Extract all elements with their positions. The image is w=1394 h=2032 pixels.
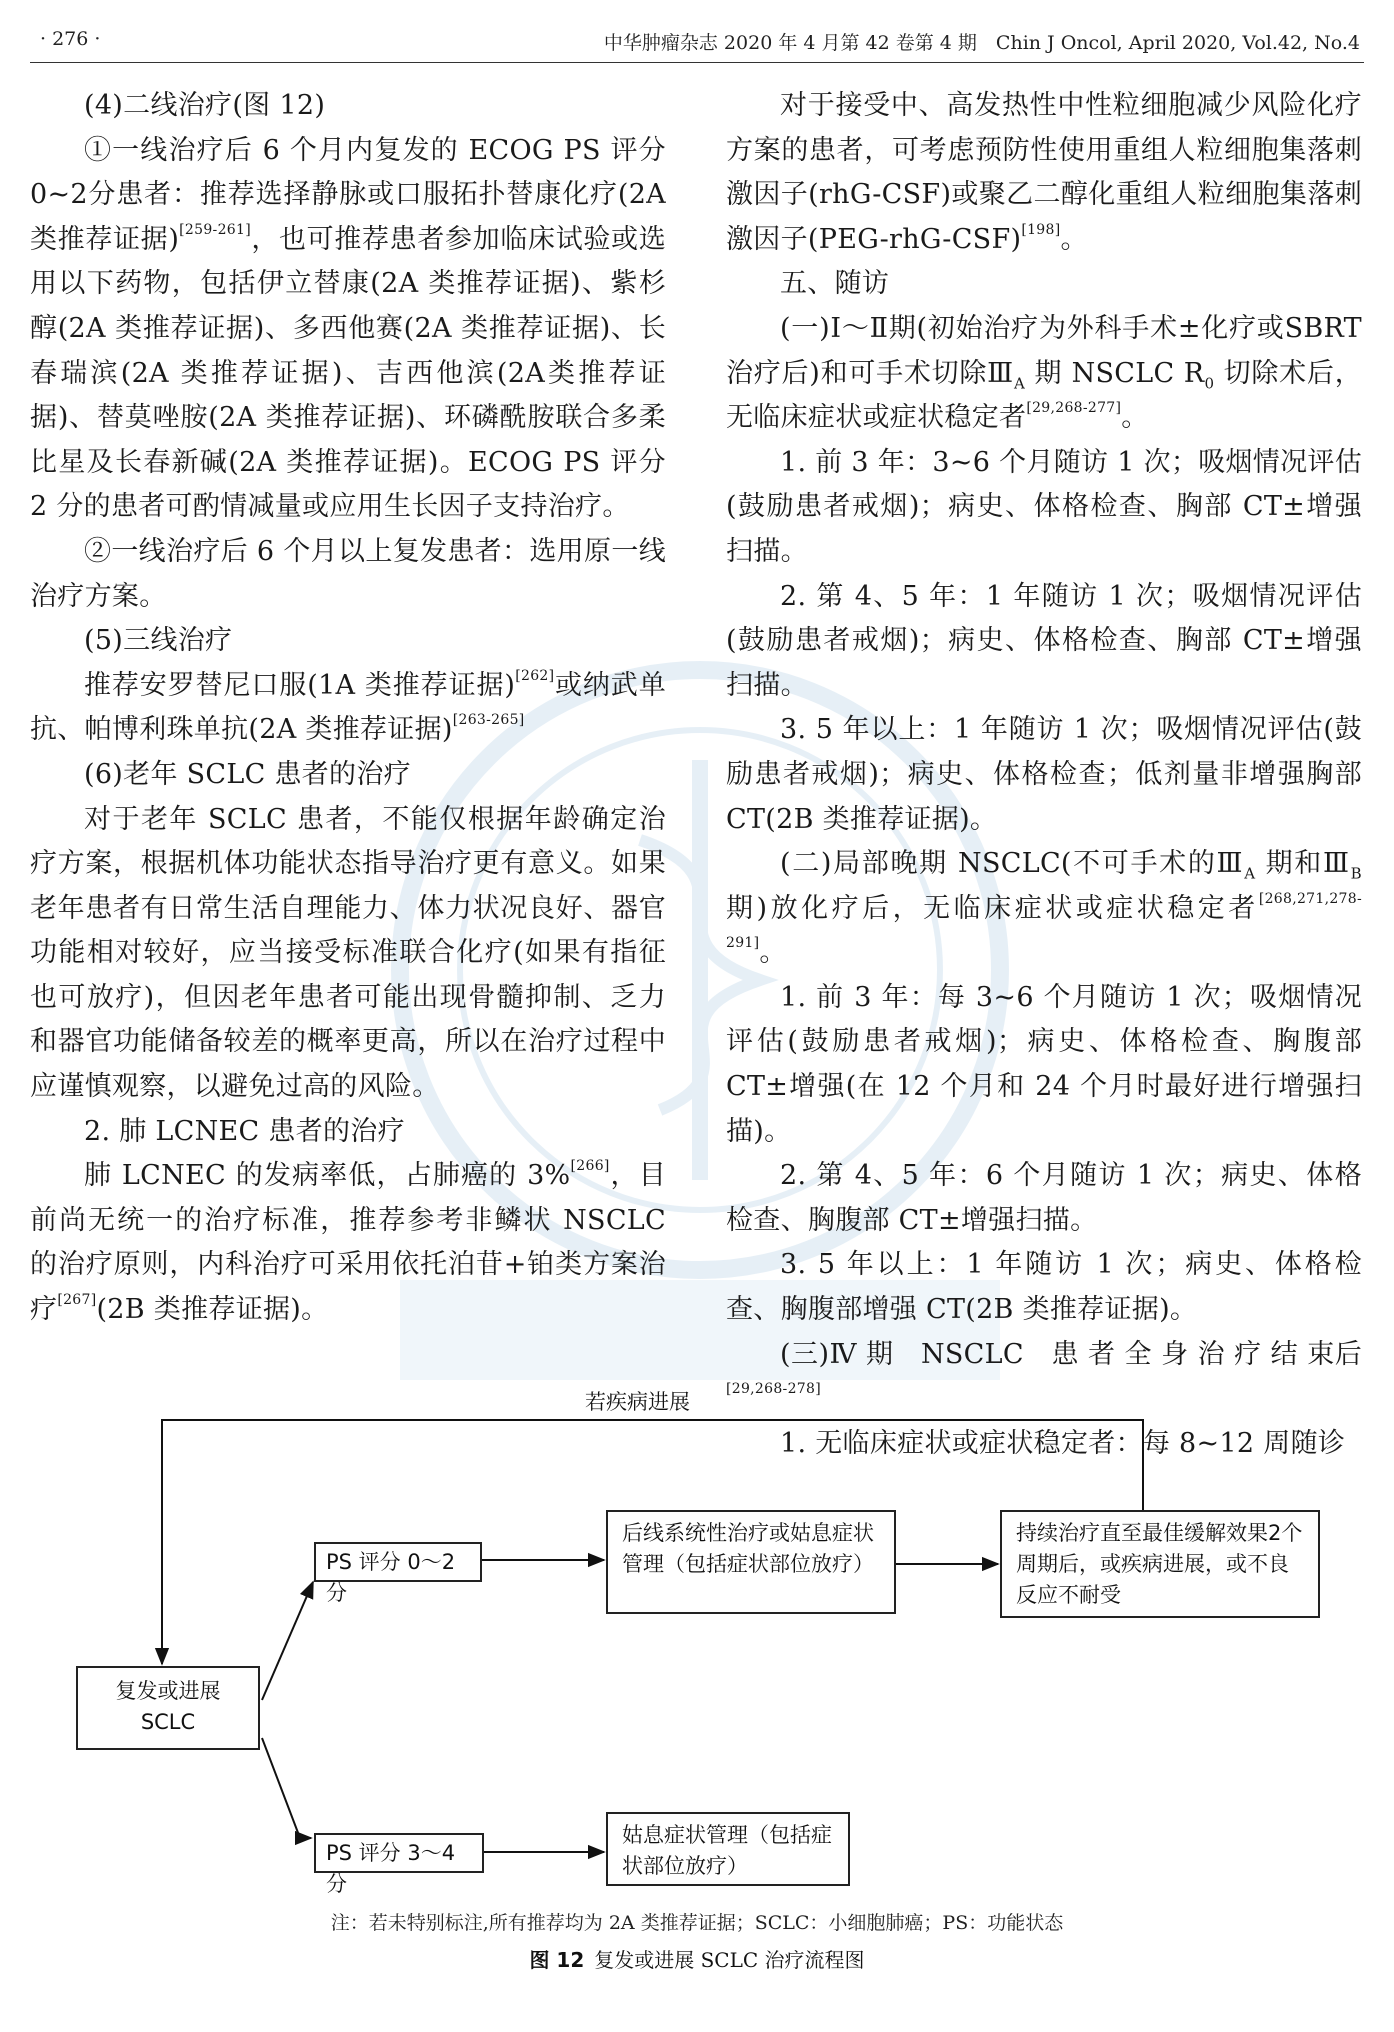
citation: [266] <box>570 1158 610 1175</box>
journal-citation: 中华肿瘤杂志 2020 年 4 月第 42 卷第 4 期 Chin J Oncol, April 2020, Vol.42, No.4 <box>603 32 1360 54</box>
heading-third-line: (5)三线治疗 <box>84 625 233 657</box>
ps-high-node: PS 评分 3～4分 <box>314 1833 484 1873</box>
figure-note: 注：若未特别标注,所有推荐均为 2A 类推荐证据；SCLC：小细胞肺癌；PS：功能状态 <box>330 1912 1064 1934</box>
continue-node: 持续治疗直至最佳缓解效果2个周期后，或疾病进展，或不良反应不耐受 <box>1000 1510 1320 1618</box>
heading-follow-up: 五、随访 <box>780 268 890 300</box>
heading-locally-advanced: (二)局部晚期 NSCLC(不可手术的$Ⅲ_A$ 期和$Ⅲ_B$ 期)放化疗后，无临床症状或症状稳定者[268,271,278-291]。 <box>726 848 1362 969</box>
citation: [29,268-278] <box>726 1381 821 1398</box>
item-la-years-4-5: 2. 第 4、5 年：6 个月随访 1 次；病史、体格检查、胸腹部 CT±增强扫描。 <box>726 1160 1362 1236</box>
figure-caption <box>0 1944 1394 1973</box>
citation: [267] <box>57 1292 97 1309</box>
heading-lcnec: 2. 肺 LCNEC 患者的治疗 <box>84 1115 405 1147</box>
heading-stage-iv: (三)Ⅳ 期 NSCLC 患 者 全 身 治 疗 结 束后[29,268-278] <box>726 1338 1362 1398</box>
citation: [268,271,278-291] <box>726 890 1362 952</box>
item-la-after-5-years: 3. 5 年以上：1 年随访 1 次；病史、体格检查、胸腹部增强 CT(2B 类推荐证据)。 <box>726 1249 1362 1326</box>
item-stage-iv-stable: 1. 无临床症状或症状稳定者：每 8~12 周随诊 <box>780 1427 1346 1459</box>
ps-low-node: PS 评分 0～2分 <box>314 1542 482 1582</box>
figure-label: 图 12 <box>529 1948 585 1972</box>
citation: [29,268-277] <box>1026 400 1122 417</box>
paragraph-second-line-after-6m: ②一线治疗后 6 个月以上复发患者：选用原一线治疗方案。 <box>30 535 666 612</box>
paragraph-gcsf: 对于接受中、高发热性中性粒细胞减少风险化疗方案的患者，可考虑预防性使用重组人粒细胞集落刺激因子(rhG-CSF)或聚乙二醇化重组人粒细胞集落刺激因子(PEG-rhG-CSF)[198]。 <box>726 90 1362 255</box>
heading-elderly-sclc: (6)老年 SCLC 患者的治疗 <box>84 758 411 790</box>
start-node: 复发或进展 SCLC <box>76 1666 260 1750</box>
arrow-to-ps-low <box>262 1582 313 1700</box>
citation: [198] <box>1021 221 1061 238</box>
page-number: · 276 · <box>40 28 101 50</box>
item-first-3-years: 1. 前 3 年：3~6 个月随访 1 次；吸烟情况评估(鼓励患者戒烟)；病史、体格检查、胸部 CT±增强扫描。 <box>726 446 1362 567</box>
paragraph-third-line: 推荐安罗替尼口服(1A 类推荐证据)[262]或纳武单抗、帕博利珠单抗(2A 类推荐证据)[263-265] <box>30 667 666 746</box>
palliative-node: 姑息症状管理（包括症状部位放疗） <box>606 1812 850 1886</box>
paragraph-elderly-sclc: 对于老年 SCLC 患者，不能仅根据年龄确定治疗方案，根据机体功能状态指导治疗更有意义。如果老年患者有日常生活自理能力、体力状况良好、器官功能相对较好，应当接受标准联合化疗(如果有指征也可放疗)，但因老年患者可能出现骨髓抑制、乏力和器官功能储备较差的概率更高，所以在治疗过程中应谨慎观察，以避免过高的风险。 <box>30 803 666 1103</box>
arrow-to-ps-high <box>262 1738 311 1838</box>
figure-title: 复发或进展 SCLC 治疗流程图 <box>594 1948 865 1972</box>
item-after-5-years: 3. 5 年以上：1 年随访 1 次；吸烟情况评估(鼓励患者戒烟)；病史、体格检查；低剂量非增强胸部CT(2B 类推荐证据)。 <box>726 714 1362 835</box>
later-line-node: 后线系统性治疗或姑息症状管理（包括症状部位放疗） <box>606 1510 896 1614</box>
paragraph-second-line-within-6m: ①一线治疗后 6 个月内复发的 ECOG PS 评分 0~2分患者：推荐选择静脉或口服拓扑替康化疗(2A 类推荐证据)[259-261]，也可推荐患者参加临床试验或选用以下药物，包括伊立替康(2A 类推荐证据)、紫杉醇(2A 类推荐证据)、多西他赛(2A 类推荐证据)、长春瑞滨(2A 类推荐证据)、吉西他滨(2A类推荐证据)、替莫唑胺(2A 类推荐证据)、环磷酰胺联合多柔比星及长春新碱(2A 类推荐证据)。ECOG PS 评分 2 分的患者可酌情减量或应用生长因子支持治疗。 <box>30 134 666 523</box>
citation: [259-261] <box>179 221 251 238</box>
citation: [262] <box>515 667 555 684</box>
paragraph-lcnec: 肺 LCNEC 的发病率低，占肺癌的 3%[266]，目前尚无统一的治疗标准，推荐参考非鳞状 NSCLC 的治疗原则，内科治疗可采用依托泊苷+铂类方案治疗[267](2B 类推荐证据)。 <box>30 1158 666 1326</box>
heading-stage-i-ii: (一)Ⅰ～Ⅱ期(初始治疗为外科手术±化疗或SBRT 治疗后)和可手术切除$Ⅲ_A$ 期 NSCLC $R_0$ 切除术后，无临床症状或症状稳定者[29,268-277]。 <box>726 312 1362 434</box>
loop-label: 若疾病进展 <box>585 1390 690 1414</box>
heading-second-line: (4)二线治疗(图 12) <box>84 90 326 121</box>
item-la-first-3-years: 1. 前 3 年：每 3~6 个月随访 1 次；吸烟情况评估(鼓励患者戒烟)；病史、体格检查、胸腹部 CT±增强(在 12 个月和 24 个月时最好进行增强扫描)。 <box>726 981 1362 1147</box>
citation: [263-265] <box>452 712 525 729</box>
item-years-4-5: 2. 第 4、5 年：1 年随访 1 次；吸烟情况评估(鼓励患者戒烟)；病史、体格检查、胸部 CT±增强扫描。 <box>726 580 1362 701</box>
